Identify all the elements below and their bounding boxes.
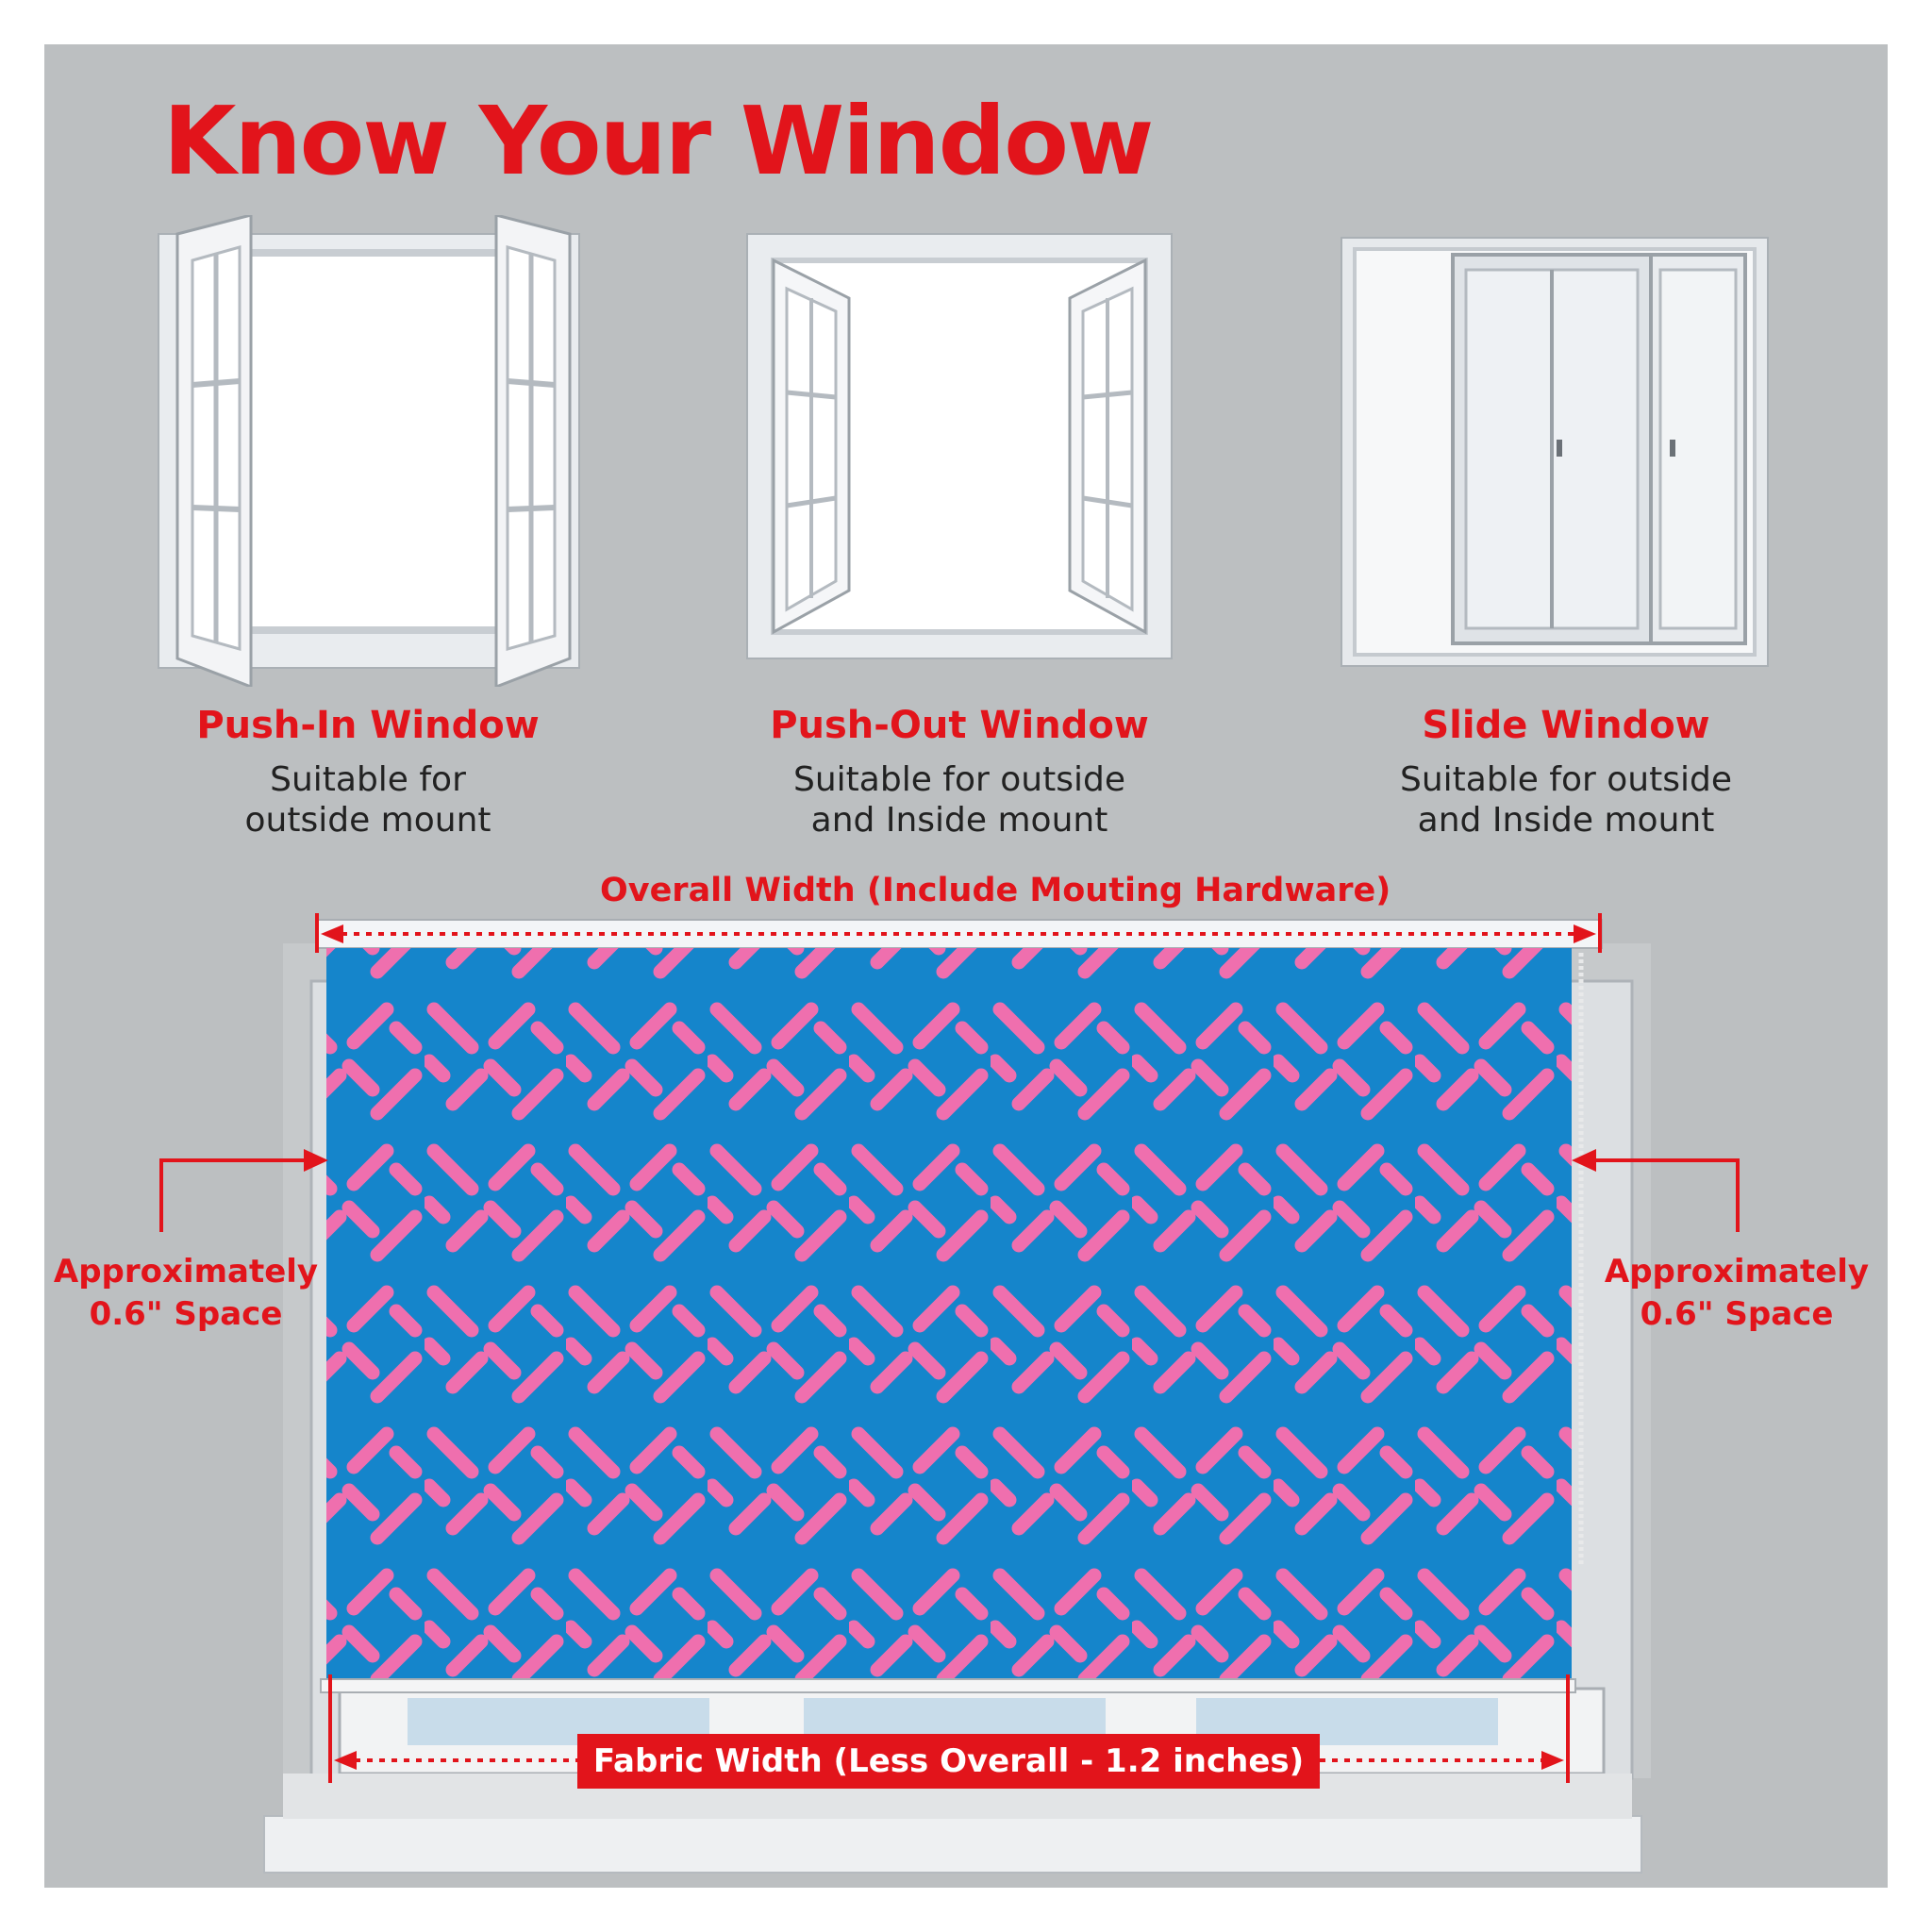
overall-width-label: Overall Width (Include Mouting Hardware): [600, 872, 1391, 909]
fabric-width-label: Fabric Width (Less Overall - 1.2 inches): [592, 1742, 1305, 1780]
right-space-label: Approximately 0.6" Space: [1604, 1253, 1870, 1333]
push-in-window-description: Suitable for outside mount: [244, 760, 491, 840]
left-space-label: Approximately 0.6" Space: [53, 1253, 319, 1333]
slide-window-description: Suitable for outside and Inside mount: [1400, 760, 1732, 840]
slide-window-name: Slide Window: [1422, 704, 1710, 747]
push-out-window-description: Suitable for outside and Inside mount: [793, 760, 1125, 840]
page-title: Know Your Window: [163, 86, 1153, 196]
push-out-window-name: Push-Out Window: [770, 704, 1149, 747]
push-in-window-name: Push-In Window: [196, 704, 540, 747]
